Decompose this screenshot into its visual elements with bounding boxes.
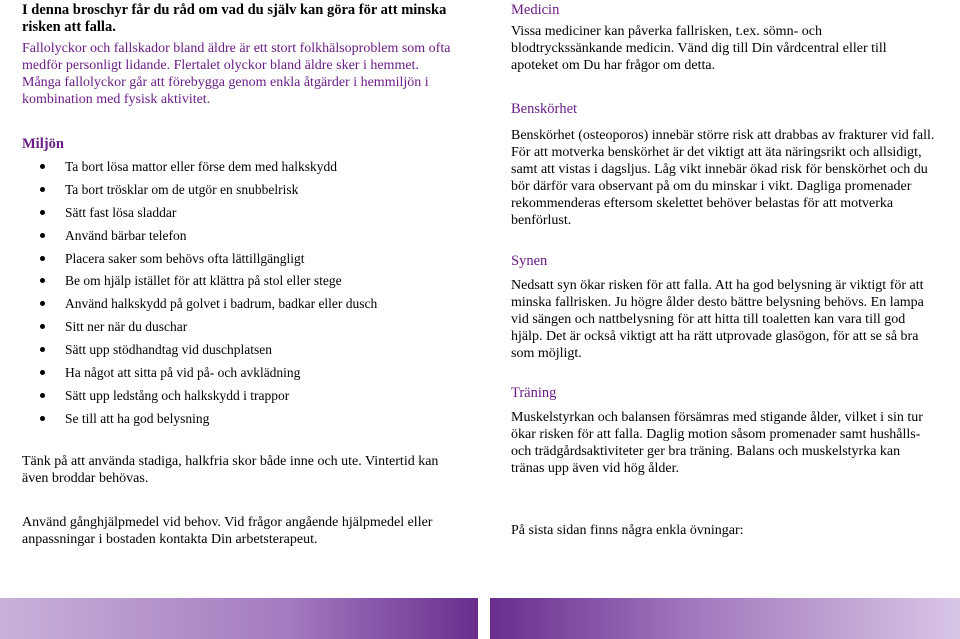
bullet-icon — [40, 233, 45, 238]
intro-body: Fallolyckor och fallskador bland äldre är ett stort folkhälsoproblem som ofta medför personligt lidande. Flertalet olyckor bland äldre sker i hemmet. Många fallolyckor går att förebygga genom enkla åtgärder i hemmiljön i kombination med fysisk aktivitet. — [22, 41, 451, 107]
bullet-icon — [40, 393, 45, 398]
synen-heading: Synen — [511, 253, 548, 269]
miljon-heading: Miljön — [22, 136, 64, 152]
exercises-intro-text: På sista sidan finns några enkla övningar: — [511, 523, 744, 538]
bullet-icon — [40, 347, 45, 352]
list-item-text: Använd halkskydd på golvet i badrum, badkar eller dusch — [65, 296, 378, 312]
bullet-icon — [40, 301, 45, 306]
list-item — [40, 341, 460, 364]
list-item — [40, 181, 460, 204]
traning-section — [511, 385, 936, 477]
bullet-icon — [40, 210, 45, 215]
list-item — [40, 272, 460, 295]
benskorhet-body: Benskörhet (osteoporos) innebär större risk att drabbas av frakturer vid fall. För att motverka benskörhet är det viktigt att äta näringsrikt och allsidigt, samt att vistas i dagsljus. Låg vikt innebär ökad risk för benskörhet och du bör därför vara observant på om du minskar i vikt. Dagliga promenader rekommenderas eftersom skelettet behöver belastas för att motverka benförlust. — [511, 128, 935, 228]
list-item — [40, 410, 460, 433]
list-item-text: Ta bort trösklar om de utgör en snubbelrisk — [65, 181, 299, 197]
list-item — [40, 250, 460, 273]
medicin-body: Vissa mediciner kan påverka fallrisken, t.ex. sömn- och blodtryckssänkande medicin. Vänd dig till Din vårdcentral eller till apoteket om Du har frågor om detta. — [511, 24, 887, 73]
bullet-icon — [40, 187, 45, 192]
bullet-icon — [40, 370, 45, 375]
list-item-text: Ha något att sitta på vid på- och avklädning — [65, 365, 301, 381]
miljon-note: Tänk på att använda stadiga, halkfria skor både inne och ute. Vintertid kan även broddar behövas. — [22, 454, 439, 486]
list-item — [40, 227, 460, 250]
list-item-text: Ta bort lösa mattor eller förse dem med halkskydd — [65, 159, 337, 174]
medicin-section — [511, 2, 936, 74]
bullet-icon — [40, 416, 45, 421]
list-item-text: Sitt ner när du duschar — [65, 319, 188, 335]
list-item-text: Se till att ha god belysning — [65, 410, 210, 426]
exercises-intro — [511, 522, 936, 539]
bullet-icon — [40, 164, 45, 169]
list-item-text: Be om hjälp istället för att klättra på stol eller stege — [65, 273, 342, 289]
list-item-text: Placera saker som behövs ofta lättillgängligt — [65, 250, 305, 266]
list-item — [40, 364, 460, 387]
miljon-list — [40, 158, 460, 433]
bullet-icon — [40, 256, 45, 261]
list-item — [40, 387, 460, 410]
traning-heading: Träning — [511, 385, 557, 401]
list-item-text: Sätt upp ledstång och halkskydd i trappor — [65, 387, 290, 403]
medicin-heading: Medicin — [511, 2, 560, 18]
footer-band-left — [0, 598, 478, 639]
synen-body: Nedsatt syn ökar risken för att falla. Att ha god belysning är viktigt för att minska fallrisken. Ju högre ålder desto bättre belysning behövs. En lampa vid sängen och nattbelysning för att hitta till toaletten kan vara till god hjälp. Det är också viktigt att ha rätt utprovade glasögon, för att se så bra som möjligt. — [511, 278, 924, 361]
decorative-footer-bands — [0, 598, 960, 639]
intro-title: I denna broschyr får du råd om vad du själv kan göra för att minska risken att falla. — [22, 2, 447, 35]
bullet-icon — [40, 278, 45, 283]
walking-aid-note: Använd gånghjälpmedel vid behov. Vid frågor angående hjälpmedel eller anpassningar i bostaden kontakta Din arbetsterapeut. — [22, 515, 433, 547]
list-item — [40, 295, 460, 318]
list-item-text: Sätt fast lösa sladdar — [65, 204, 177, 220]
footer-band-right — [490, 598, 960, 639]
synen-section — [511, 253, 936, 362]
traning-body: Muskelstyrkan och balansen försämras med stigande ålder, vilket i sin tur ökar risken för att falla. Daglig motion såsom promenader samt hushålls- och trädgårdsaktiviteter ger bra träning. Balans och muskelstyrka kan tränas upp även vid hög ålder. — [511, 410, 923, 476]
bullet-icon — [40, 324, 45, 329]
list-item — [40, 158, 460, 181]
benskorhet-section — [511, 101, 936, 229]
list-item — [40, 318, 460, 341]
list-item-text: Sätt upp stödhandtag vid duschplatsen — [65, 342, 272, 358]
list-item — [40, 204, 460, 227]
benskorhet-heading: Benskörhet — [511, 101, 578, 117]
list-item-text: Använd bärbar telefon — [65, 227, 187, 243]
